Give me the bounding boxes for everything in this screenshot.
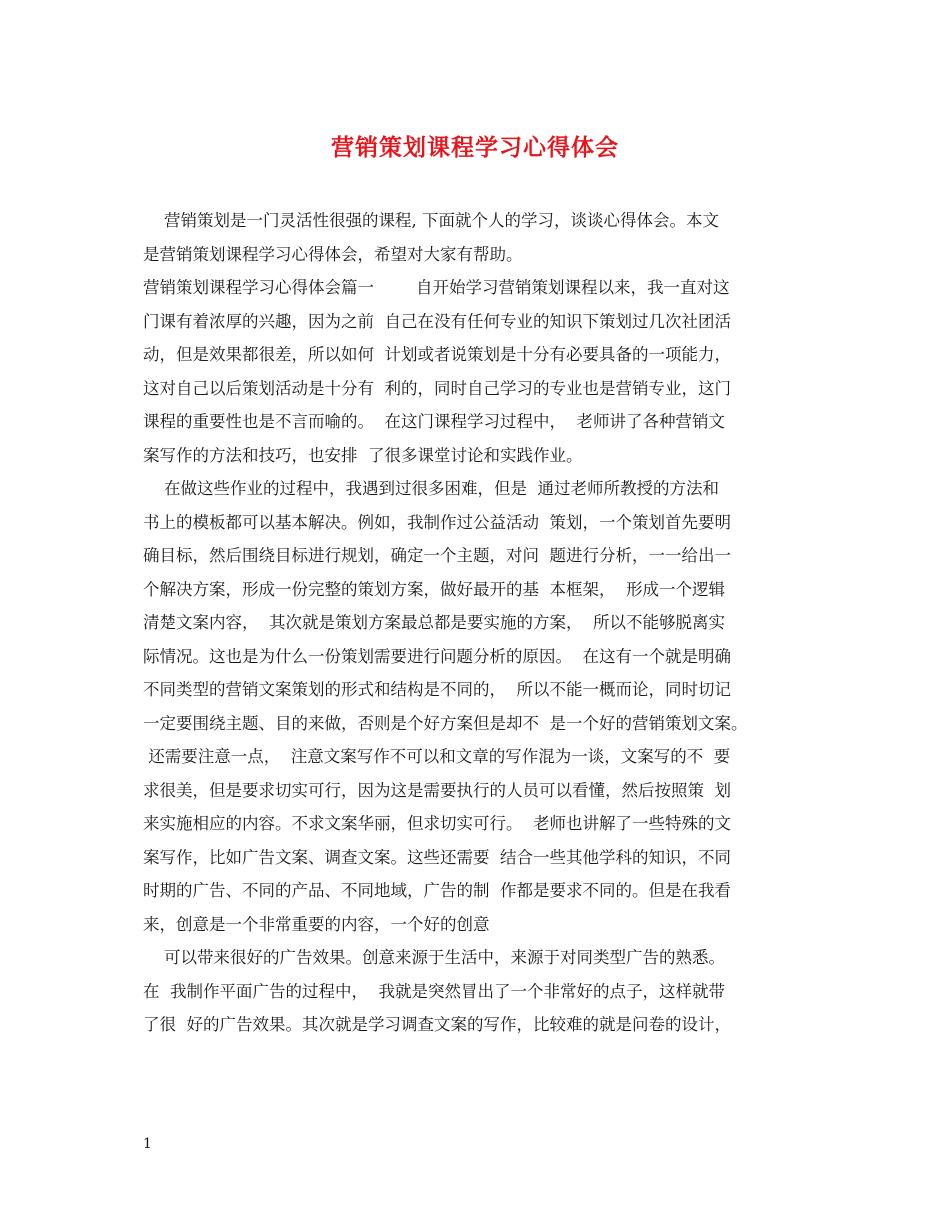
text-line: 可以带来很好的广告效果。创意来源于生活中，来源于对同类型广告的熟悉。 xyxy=(143,948,725,967)
text-line: 际情况。这也是为什么一份策划需要进行问题分析的原因。 在这有一个就是明确 xyxy=(143,646,731,666)
text-line: 案写作的方法和技巧，也安排 了很多课堂讨论和实践作业。 xyxy=(143,445,583,465)
page-number: 1 xyxy=(143,1136,152,1152)
text-line: 动，但是效果都很差，所以如何 计划或者说策划是十分有必要具备的一项能力， xyxy=(143,345,731,364)
text-line: 来实施相应的内容。不求文案华丽，但求切实可行。 老师也讲解了一些特殊的文 xyxy=(143,814,731,833)
text-line: 案写作，比如广告文案、调查文案。这些还需要 结合一些其他学科的知识，不同 xyxy=(143,847,731,867)
text-line: 还需要注意一点， 注意文案写作不可以和文章的写作混为一谈，文案写的不 要 xyxy=(143,747,731,766)
text-line: 来，创意是一个非常重要的内容，一个好的创意 xyxy=(143,914,490,934)
text-line: 清楚文案内容， 其次就是策划方案最总都是要实施的方案， 所以不能够脱离实 xyxy=(143,613,725,632)
text-line: 时期的广告、不同的产品、不同地域，广告的制 作都是要求不同的。但是在我看 xyxy=(143,881,731,900)
text-line: 是营销策划课程学习心得体会，希望对大家有帮助。 xyxy=(143,244,523,264)
text-line: 书上的模板都可以基本解决。例如，我制作过公益活动 策划，一个策划首先要明 xyxy=(143,512,731,532)
document-body xyxy=(143,204,833,1042)
text-line: 营销策划课程学习心得体会篇一 自开始学习营销策划课程以来，我一直对这 xyxy=(143,278,730,297)
text-line: 营销策划是一门灵活性很强的课程, 下面就个人的学习，谈谈心得体会。本文 xyxy=(143,211,719,230)
text-line: 了很 好的广告效果。其次就是学习调查文案的写作，比较难的就是问卷的设计， xyxy=(143,1015,731,1034)
text-line: 课程的重要性也是不言而喻的。 在这门课程学习过程中， 老师讲了各种营销文 xyxy=(143,412,725,431)
text-line: 在做这些作业的过程中，我遇到过很多困难，但是 通过老师所教授的方法和 xyxy=(143,479,719,498)
text-line: 不同类型的营销文案策划的形式和结构是不同的， 所以不能一概而论，同时切记 xyxy=(143,680,731,699)
text-line: 个解决方案，形成一份完整的策划方案，做好最开的基 本框架， 形成一个逻辑 xyxy=(143,579,725,599)
text-line: 在 我制作平面广告的过程中， 我就是突然冒出了一个非常好的点子，这样就带 xyxy=(143,981,725,1001)
text-line: 这对自己以后策划活动是十分有 利的，同时自己学习的专业也是营销专业，这门 xyxy=(143,378,731,398)
text-line: 一定要围绕主题、目的来做，否则是个好方案但是却不 是一个好的营销策划文案。 xyxy=(143,713,748,733)
document-title: 营销策划课程学习心得体会 xyxy=(331,134,619,161)
text-line: 确目标，然后围绕目标进行规划，确定一个主题，对问 题进行分析，一一给出一 xyxy=(143,546,731,565)
text-line: 求很美，但是要求切实可行，因为这是需要执行的人员可以看懂，然后按照策 划 xyxy=(143,780,731,800)
text-line: 门课有着浓厚的兴趣，因为之前 自己在没有任何专业的知识下策划过几次社团活 xyxy=(143,311,731,331)
